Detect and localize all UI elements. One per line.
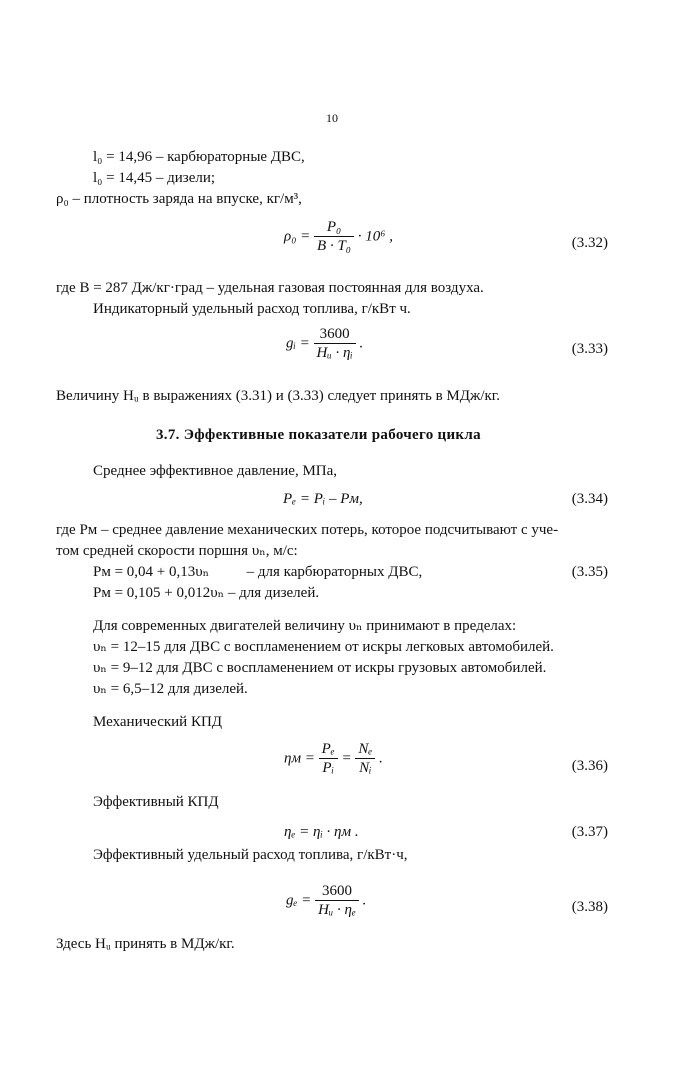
text-piston-speed-intro: Для современных двигателей величину υₙ принимают в пределах:: [93, 618, 517, 634]
eq333-fraction: [314, 326, 356, 362]
text-indicated-fuel-intro: Индикаторный удельный расход топлива, г/кВт ч.: [93, 301, 411, 317]
eq338-tail: .: [362, 892, 367, 909]
eq336-numerator-1: Pₑ: [319, 741, 338, 759]
eq333-lhs: gᵢ =: [286, 335, 310, 352]
eq332-number: (3.32): [571, 235, 608, 251]
section-heading: 3.7. Эффективные показатели рабочего цикла: [156, 427, 481, 443]
eq338-denominator: Hᵤ · ηₑ: [318, 902, 356, 919]
eq336-numerator-2: Nₑ: [355, 741, 375, 759]
text-mech-loss-2: том средней скорости поршня υₙ, м/с:: [56, 543, 298, 559]
eq338-fraction: [315, 883, 359, 919]
eq336-number: (3.36): [571, 758, 608, 774]
text-l0-diesel: l₀ = 14,45 – дизели;: [93, 170, 216, 186]
text-gas-constant: где B = 287 Дж/кг·град – удельная газовая постоянная для воздуха.: [56, 280, 484, 296]
eq333-tail: .: [359, 335, 364, 352]
eq333-denominator: Hᵤ · ηᵢ: [316, 345, 353, 362]
equation-3-38: [286, 883, 366, 919]
eq334-number: (3.34): [571, 491, 608, 507]
text-rho0-definition: ρ₀ – плотность заряда на впуске, кг/м³,: [56, 191, 302, 207]
eq336-lhs: ηм =: [284, 750, 315, 767]
eq336-fraction-1: [319, 741, 338, 777]
equation-3-34: Pₑ = Pᵢ – Pм,: [283, 491, 363, 507]
text-piston-speed-cars: υₙ = 12–15 для ДВС с воспламенением от искры легковых автомобилей.: [93, 639, 554, 655]
text-efficiency-label: Эффективный КПД: [93, 794, 219, 810]
eq332-fraction: [314, 219, 354, 255]
eq338-lhs: gₑ =: [286, 892, 312, 909]
text-piston-speed-trucks: υₙ = 9–12 для ДВС с воспламенением от искры грузовых автомобилей.: [93, 660, 547, 676]
eq338-numerator: 3600: [315, 883, 359, 901]
text-eff-fuel-intro: Эффективный удельный расход топлива, г/кВт·ч,: [93, 847, 408, 863]
equation-3-35-diesel: Pм = 0,105 + 0,012υₙ – для дизелей.: [93, 585, 320, 601]
text-mech-loss-1: где Pм – среднее давление механических потерь, которое подсчитывают с уче-: [56, 522, 559, 538]
text-hu-final: Здесь Hᵤ принять в МДж/кг.: [56, 936, 235, 952]
eq336-denominator-2: Nᵢ: [359, 760, 372, 777]
equation-3-37: ηₑ = ηᵢ · ηм .: [284, 824, 359, 840]
equation-3-36: [284, 741, 383, 777]
text-hu-note: Величину Hᵤ в выражениях (3.31) и (3.33) следует принять в МДж/кг.: [56, 388, 501, 404]
eq335-number: (3.35): [571, 564, 608, 580]
equation-3-32: [284, 219, 393, 255]
eq336-equals: =: [341, 750, 352, 767]
text-l0-carburetor: l₀ = 14,96 – карбюраторные ДВС,: [93, 149, 305, 165]
eq332-denominator: B · T₀: [317, 238, 352, 255]
eq332-numerator: P₀: [314, 219, 354, 237]
text-mech-efficiency-label: Механический КПД: [93, 714, 223, 730]
eq336-tail: .: [379, 750, 383, 767]
text-piston-speed-diesel: υₙ = 6,5–12 для дизелей.: [93, 681, 248, 697]
eq332-tail: · 10⁶ ,: [357, 228, 393, 245]
equation-3-35-carburetor: Pм = 0,04 + 0,13υₙ – для карбюраторных ДВС,: [93, 564, 423, 580]
text-mean-pressure: Среднее эффективное давление, МПа,: [93, 463, 338, 479]
equation-3-33: [286, 326, 363, 362]
eq333-numerator: 3600: [314, 326, 356, 344]
eq336-fraction-2: [355, 741, 375, 777]
eq332-lhs: ρ₀ =: [284, 228, 311, 245]
eq336-denominator-1: Pᵢ: [322, 760, 334, 777]
eq338-number: (3.38): [571, 899, 608, 915]
page-number: 10: [326, 111, 338, 125]
eq333-number: (3.33): [571, 341, 608, 357]
eq337-number: (3.37): [571, 824, 608, 840]
